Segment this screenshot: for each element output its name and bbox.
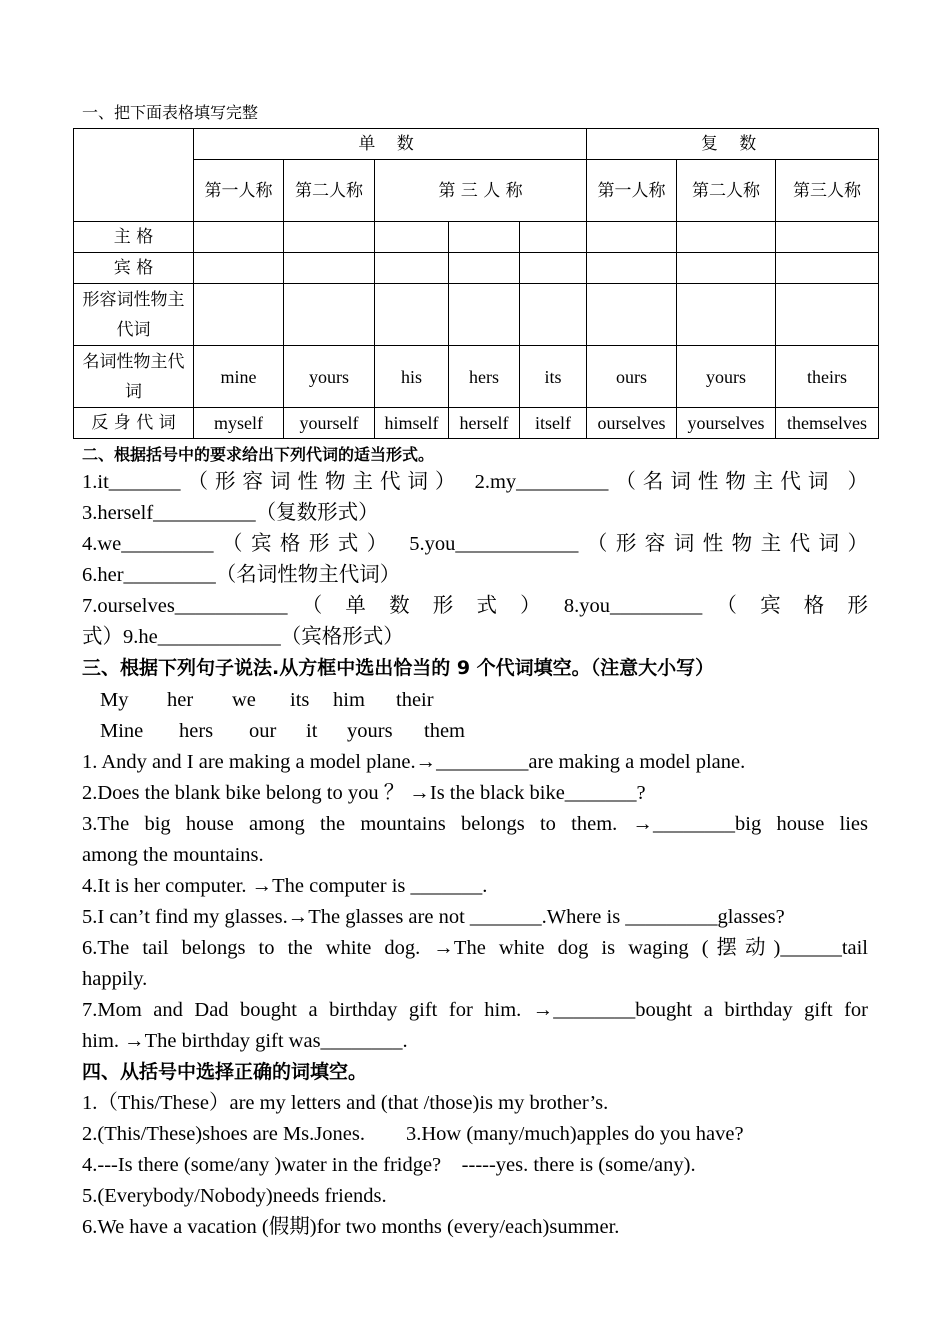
- word-option: them: [424, 720, 465, 742]
- section2-line: 式）9.he____________（宾格形式）: [82, 626, 404, 648]
- subheader-pl3: 第三人称: [776, 160, 879, 222]
- section2-line: 1.it_______（形容词性物主代词） 2.my_________（名词性物主代词 ）: [82, 471, 868, 493]
- blank-cell[interactable]: [449, 222, 520, 253]
- section3-line: 3.The big house among the mountains belongs to them. →________big house lies: [82, 813, 868, 835]
- blank-cell[interactable]: [449, 284, 520, 346]
- word-option: their: [396, 689, 434, 711]
- subheader-sg3: 第 三 人 称: [375, 160, 587, 222]
- corner-cell: [74, 129, 194, 222]
- section3-line: 5.I can’t find my glasses.→The glasses are not _______.Where is _________glasses?: [82, 906, 785, 928]
- reflexive-cell: itself: [520, 408, 587, 439]
- section1-title: 一、把下面表格填写完整: [82, 103, 259, 122]
- row-label-subject: 主 格: [74, 222, 194, 253]
- blank-cell[interactable]: [776, 222, 879, 253]
- section3-line: 2.Does the blank bike belong to you ？ →Is the black bike_______?: [82, 782, 646, 804]
- section3-line: happily.: [82, 968, 148, 990]
- section3-line: 4.It is her computer. →The computer is _______.: [82, 875, 488, 897]
- section3-line: him. →The birthday gift was________.: [82, 1030, 408, 1052]
- word-option: it: [306, 720, 318, 742]
- reflexive-cell: himself: [375, 408, 449, 439]
- blank-cell[interactable]: [284, 253, 375, 284]
- reflexive-cell: ourselves: [587, 408, 677, 439]
- header-plural: 复 数: [587, 129, 879, 160]
- blank-cell[interactable]: [587, 253, 677, 284]
- blank-cell[interactable]: [284, 284, 375, 346]
- blank-cell[interactable]: [375, 222, 449, 253]
- blank-cell[interactable]: [194, 284, 284, 346]
- word-box-row-1: [100, 685, 434, 716]
- reflexive-cell: yourself: [284, 408, 375, 439]
- blank-cell[interactable]: [677, 222, 776, 253]
- section3-line: 7.Mom and Dad bought a birthday gift for him. →________bought a birthday gift for: [82, 999, 868, 1021]
- blank-cell[interactable]: [587, 284, 677, 346]
- word-option: hers: [179, 720, 214, 742]
- noun-cell: mine: [194, 346, 284, 408]
- section3-line: 1. Andy and I are making a model plane.→_________are making a model plane.: [82, 751, 746, 773]
- reflexive-cell: herself: [449, 408, 520, 439]
- section3-title: 三、根据下列句子说法.从方框中选出恰当的 9 个代词填空。（注意大小写）: [82, 657, 715, 679]
- noun-cell: its: [520, 346, 587, 408]
- section3-line: among the mountains.: [82, 844, 264, 866]
- noun-cell: yours: [677, 346, 776, 408]
- blank-cell[interactable]: [194, 253, 284, 284]
- row-label-noun: 名词性物主代词: [74, 346, 194, 408]
- blank-cell[interactable]: [375, 253, 449, 284]
- word-option: yours: [347, 720, 393, 742]
- noun-cell: his: [375, 346, 449, 408]
- word-option: her: [167, 689, 194, 711]
- blank-cell[interactable]: [520, 222, 587, 253]
- subheader-sg2: 第二人称: [284, 160, 375, 222]
- blank-cell[interactable]: [520, 253, 587, 284]
- reflexive-cell: themselves: [776, 408, 879, 439]
- noun-cell: theirs: [776, 346, 879, 408]
- blank-cell[interactable]: [449, 253, 520, 284]
- blank-cell[interactable]: [194, 222, 284, 253]
- word-option: Mine: [100, 720, 144, 742]
- word-option: My: [100, 689, 129, 711]
- blank-cell[interactable]: [587, 222, 677, 253]
- row-label-adj: 形容词性物主代词: [74, 284, 194, 346]
- blank-cell[interactable]: [375, 284, 449, 346]
- section2-line: 6.her_________（名词性物主代词）: [82, 564, 401, 586]
- noun-cell: hers: [449, 346, 520, 408]
- section2-line: 4.we_________（宾格形式） 5.you____________（形容词性物主代词）: [82, 533, 868, 555]
- section4-line: 4.---Is there (some/any )water in the fridge? -----yes. there is (some/any).: [82, 1154, 696, 1176]
- subheader-sg1: 第一人称: [194, 160, 284, 222]
- blank-cell[interactable]: [776, 284, 879, 346]
- word-box-row-2: [100, 716, 465, 747]
- word-option: we: [232, 689, 256, 711]
- blank-cell[interactable]: [520, 284, 587, 346]
- section2-line: 7.ourselves___________ （ 单 数 形 式 ） 8.you_________ （ 宾 格 形: [82, 595, 868, 617]
- blank-cell[interactable]: [776, 253, 879, 284]
- section4-line: 2.(This/These)shoes are Ms.Jones. 3.How (many/much)apples do you have?: [82, 1123, 744, 1145]
- blank-cell[interactable]: [284, 222, 375, 253]
- reflexive-cell: myself: [194, 408, 284, 439]
- noun-cell: yours: [284, 346, 375, 408]
- subheader-pl2: 第二人称: [677, 160, 776, 222]
- word-option: our: [249, 720, 277, 742]
- noun-cell: ours: [587, 346, 677, 408]
- section2-line: 3.herself__________（复数形式）: [82, 502, 379, 524]
- section4-title: 四、从括号中选择正确的词填空。: [82, 1061, 368, 1083]
- section3-line: 6.The tail belongs to the white dog. →The white dog is waging (摆动)______tail: [82, 937, 868, 959]
- section2-title: 二、根据括号中的要求给出下列代词的适当形式。: [82, 445, 435, 464]
- section4-line: 1.（This/These）are my letters and (that /those)is my brother’s.: [82, 1092, 609, 1114]
- row-label-reflexive: 反 身 代 词: [74, 408, 194, 439]
- section4-line: 6.We have a vacation (假期)for two months (every/each)summer.: [82, 1216, 620, 1238]
- blank-cell[interactable]: [677, 284, 776, 346]
- blank-cell[interactable]: [677, 253, 776, 284]
- word-option: him: [333, 689, 365, 711]
- word-option: its: [290, 689, 310, 711]
- pronoun-table: [73, 128, 879, 439]
- section4-line: 5.(Everybody/Nobody)needs friends.: [82, 1185, 387, 1207]
- subheader-pl1: 第一人称: [587, 160, 677, 222]
- row-label-object: 宾 格: [74, 253, 194, 284]
- header-singular: 单 数: [194, 129, 587, 160]
- reflexive-cell: yourselves: [677, 408, 776, 439]
